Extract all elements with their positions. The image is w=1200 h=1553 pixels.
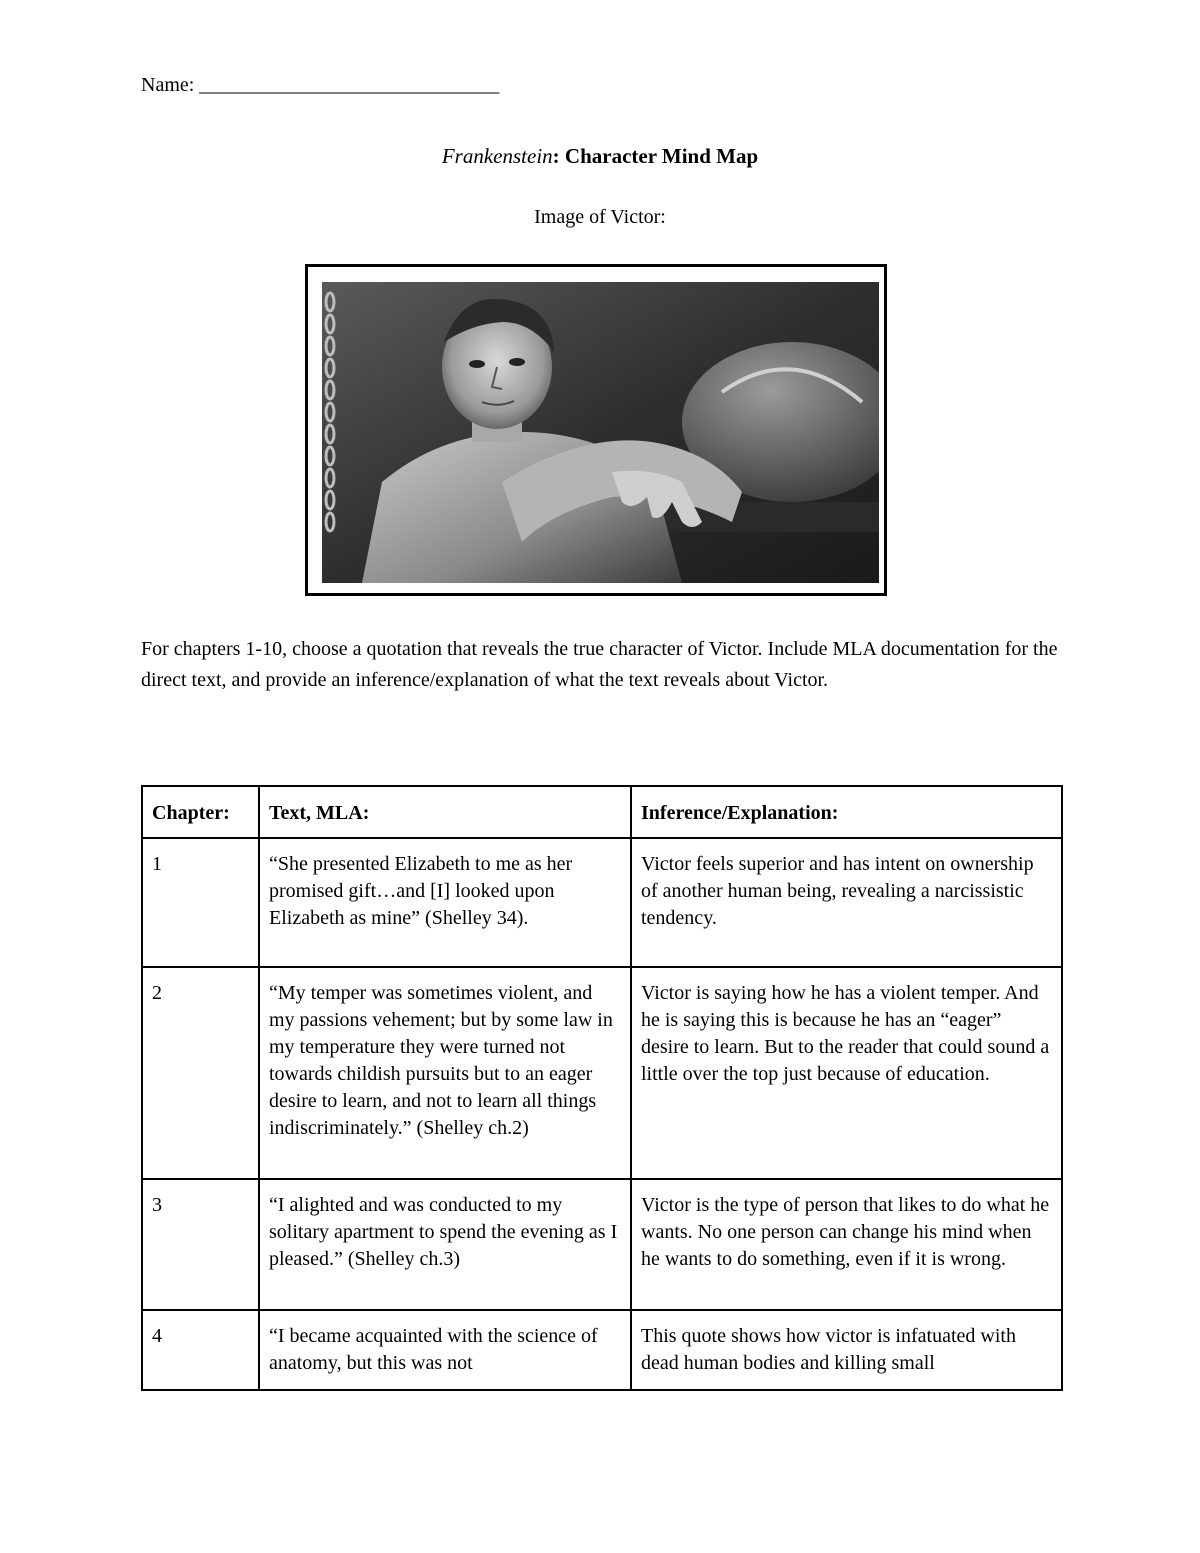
character-mind-map-table [141,785,1063,1391]
inference-cell [631,1310,1062,1390]
table-row [142,967,1062,1179]
inference-cell: Victor is saying how he has a violent temper. And he is saying this is because he has an “eager” desire to learn. But to the reader that could sound a little over the top just because of education. [631,967,1062,1179]
inference-cell: Victor feels superior and has intent on ownership of another human being, revealing a narcissistic tendency. [631,838,1062,967]
inference-cell: Victor is the type of person that likes to do what he wants. No one person can change his mind when he wants to do something, even if it is wrong. [631,1179,1062,1310]
header-text-mla: Text, MLA: [259,786,631,838]
quote-cell: “She presented Elizabeth to me as her promised gift…and [I] looked upon Elizabeth as mine” (Shelley 34). [259,838,631,967]
title-book-name: Frankenstein [441,144,553,168]
photo-frame [305,264,887,596]
chapter-cell: 2 [142,967,259,1179]
image-caption: Image of Victor: [534,206,666,228]
chapter-cell: 1 [142,838,259,967]
chapter-cell: 3 [142,1179,259,1310]
quote-cell-text: “I became acquainted with the science of anatomy, but this was not [269,1325,598,1374]
quote-cell: “My temper was sometimes violent, and my passions vehement; but by some law in my temperature they were turned not towards childish pursuits but to an eager desire to learn, and not to learn all things indiscriminately.” (Shelley ch.2) [259,967,631,1179]
document-title [0,144,1200,169]
chapter-cell [142,1310,259,1390]
header-chapter: Chapter: [142,786,259,838]
quote-cell [259,1310,631,1390]
chapter-cell-text: 4 [152,1325,162,1347]
instructions-text: For chapters 1-10, choose a quotation that reveals the true character of Victor. Include MLA documentation for the direct text, and provide an inference/explanation of what the text reveals about Victor. [141,638,1058,691]
table-header-row [142,786,1062,838]
name-field-label: Name: ______________________________ [141,74,500,96]
victor-photo-illustration [322,282,879,583]
table-row [142,1310,1062,1390]
table-row [142,1179,1062,1310]
victor-frankenstein-photo [322,282,879,583]
table-row [142,838,1062,967]
inference-cell-text: This quote shows how victor is infatuated with dead human bodies and killing small [641,1325,1016,1374]
quote-cell: “I alighted and was conducted to my solitary apartment to spend the evening as I pleased.” (Shelley ch.3) [259,1179,631,1310]
header-inference: Inference/Explanation: [631,786,1062,838]
title-subtitle: : Character Mind Map [552,144,759,168]
